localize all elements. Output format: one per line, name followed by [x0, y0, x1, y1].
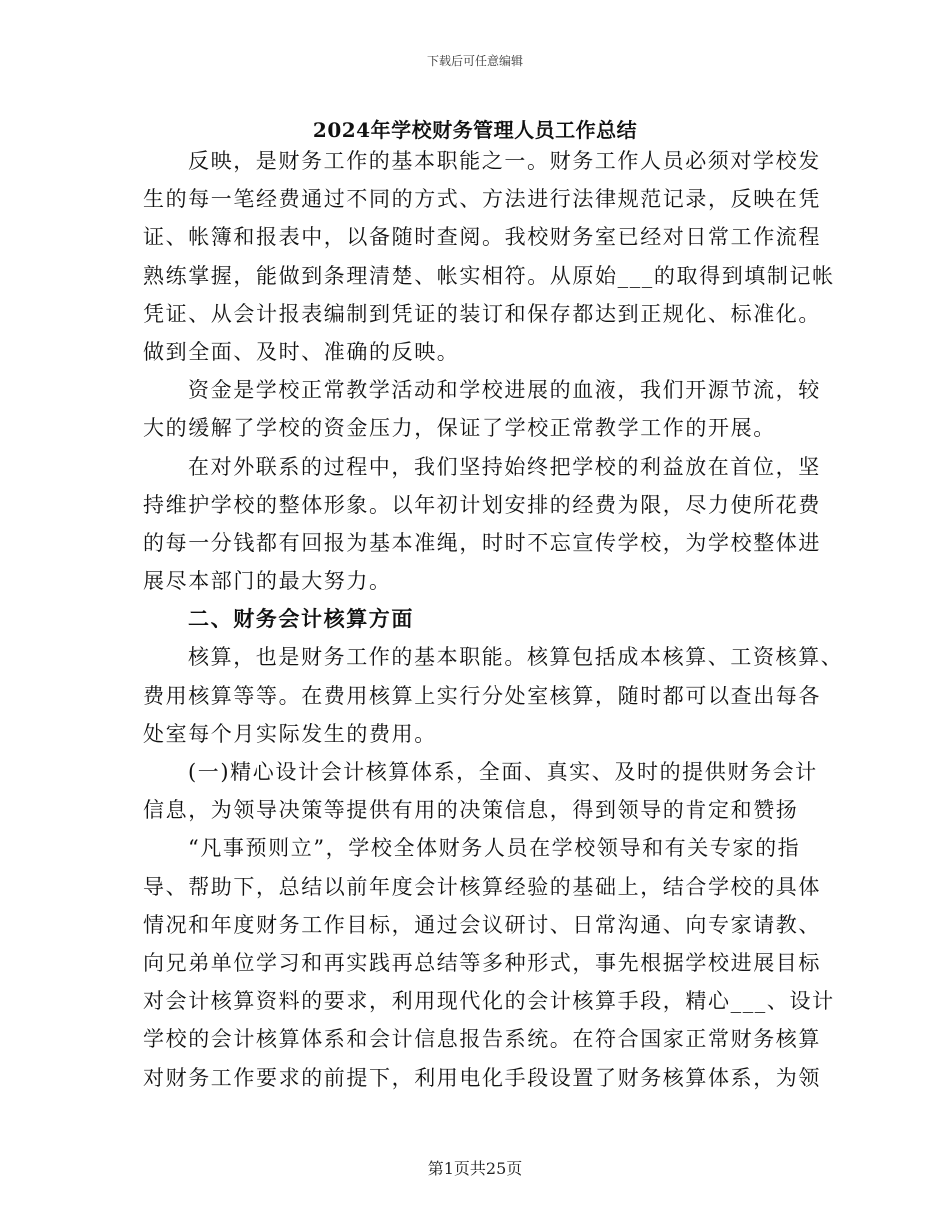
- paragraph-line: “凡事预则立”，学校全体财务人员在学校领导和有关专家的指: [188, 836, 801, 861]
- page-footer: 第1页共25页: [427, 1159, 523, 1178]
- paragraph-line: 资金是学校正常教学活动和学校进展的血液，我们开源节流，较: [188, 378, 821, 403]
- paragraph-line: 信息，为领导决策等提供有用的决策信息，得到领导的肯定和赞扬: [143, 798, 799, 823]
- paragraph-line: 对财务工作要求的前提下，利用电化手段设置了财务核算体系，为领: [143, 1065, 821, 1090]
- paragraph-line: 向兄弟单位学习和再实践再总结等多种形式，事先根据学校进展目标: [143, 950, 821, 975]
- paragraph-line: 费用核算等等。在费用核算上实行分处室核算，随时都可以查出每各: [143, 683, 821, 708]
- paragraph-line: 的每一分钱都有回报为基本准绳，时时不忘宣传学校，为学校整体进: [143, 530, 821, 555]
- paragraph-line: 在对外联系的过程中，我们坚持始终把学校的利益放在首位，坚: [188, 454, 821, 479]
- paragraph-line: 证、帐簿和报表中，以备随时查阅。我校财务室已经对日常工作流程: [143, 225, 821, 250]
- paragraph-line: 处室每个月实际发生的费用。: [143, 721, 437, 746]
- paragraph-line: 导、帮助下，总结以前年度会计核算经验的基础上，结合学校的具体: [143, 874, 821, 899]
- paragraph-line: 核算，也是财务工作的基本职能。核算包括成本核算、工资核算、: [188, 645, 844, 670]
- page-header-note: 下载后可任意编辑: [426, 54, 523, 68]
- document-body: [143, 142, 844, 1097]
- paragraph-line: 对会计核算资料的要求，利用现代化的会计核算手段，精心___、设计: [143, 989, 835, 1014]
- paragraph-line: 大的缓解了学校的资金压力，保证了学校正常教学工作的开展。: [143, 416, 776, 441]
- paragraph-line: 情况和年度财务工作目标，通过会议研讨、日常沟通、向专家请教、: [143, 912, 821, 937]
- paragraph-line: 持维护学校的整体形象。以年初计划安排的经费为限，尽力使所花费: [143, 492, 821, 517]
- paragraph-line: 展尽本部门的最大努力。: [143, 569, 392, 594]
- paragraph-line: 反映，是财务工作的基本职能之一。财务工作人员必须对学校发: [188, 149, 821, 173]
- paragraph-line: 学校的会计核算体系和会计信息报告系统。在符合国家正常财务核算: [143, 1027, 821, 1052]
- paragraph-line: 生的每一笔经费通过不同的方式、方法进行法律规范记录，反映在凭: [143, 187, 821, 212]
- document-title: 2024年学校财务管理人员工作总结: [312, 118, 638, 142]
- paragraph-line: 熟练掌握，能做到条理清楚、帐实相符。从原始___的取得到填制记帐: [143, 263, 835, 288]
- paragraph-line: 凭证、从会计报表编制到凭证的装订和保存都达到正规化、标准化。: [143, 301, 821, 326]
- paragraph-line: (一)精心设计会计核算体系，全面、真实、及时的提供财务会计: [188, 760, 818, 784]
- paragraph-line: 做到全面、及时、准确的反映。: [143, 339, 460, 364]
- section-heading: 二、财务会计核算方面: [188, 606, 414, 632]
